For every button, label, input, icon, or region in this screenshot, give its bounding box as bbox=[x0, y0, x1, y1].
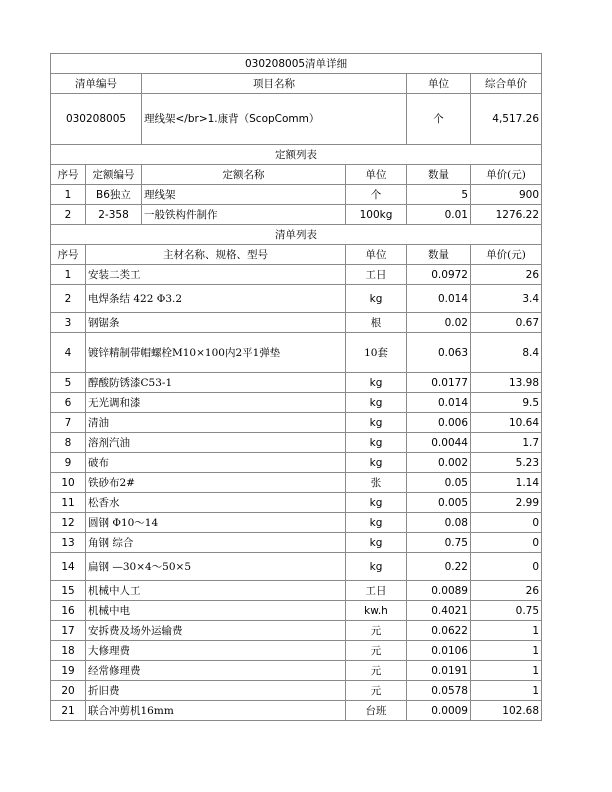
list-unit: 10套 bbox=[346, 333, 407, 373]
list-unit: 元 bbox=[346, 621, 407, 641]
list-row bbox=[51, 681, 542, 701]
list-qty: 0.05 bbox=[407, 473, 471, 493]
list-name: 折旧费 bbox=[86, 681, 346, 701]
list-no: 12 bbox=[51, 513, 86, 533]
list-name: 经常修理费 bbox=[86, 661, 346, 681]
list-qty: 0.08 bbox=[407, 513, 471, 533]
quota-name: 一般铁构件制作 bbox=[142, 205, 346, 225]
list-name: 电焊条结 422 Φ3.2 bbox=[86, 285, 346, 313]
list-price: 13.98 bbox=[471, 373, 542, 393]
list-qty: 0.0009 bbox=[407, 701, 471, 721]
quota-col-no: 序号 bbox=[51, 165, 86, 185]
list-unit: kg bbox=[346, 513, 407, 533]
list-name: 醇酸防锈漆C53-1 bbox=[86, 373, 346, 393]
quota-price: 1276.22 bbox=[471, 205, 542, 225]
quota-row bbox=[51, 205, 542, 225]
list-row bbox=[51, 265, 542, 285]
list-no: 6 bbox=[51, 393, 86, 413]
list-row bbox=[51, 701, 542, 721]
list-unit: kg bbox=[346, 373, 407, 393]
list-price: 3.4 bbox=[471, 285, 542, 313]
list-unit: kg bbox=[346, 433, 407, 453]
list-unit: 工日 bbox=[346, 581, 407, 601]
list-price: 1.14 bbox=[471, 473, 542, 493]
list-header-row bbox=[51, 245, 542, 265]
list-unit: kg bbox=[346, 553, 407, 581]
list-no: 4 bbox=[51, 333, 86, 373]
list-unit: 元 bbox=[346, 661, 407, 681]
list-col-no: 序号 bbox=[51, 245, 86, 265]
list-row bbox=[51, 581, 542, 601]
list-name: 溶剂汽油 bbox=[86, 433, 346, 453]
list-qty: 0.005 bbox=[407, 493, 471, 513]
list-name: 破布 bbox=[86, 453, 346, 473]
list-qty: 0.006 bbox=[407, 413, 471, 433]
list-no: 3 bbox=[51, 313, 86, 333]
quota-col-qty: 数量 bbox=[407, 165, 471, 185]
quota-code: 2-358 bbox=[86, 205, 142, 225]
list-name: 机械中电 bbox=[86, 601, 346, 621]
list-name: 角钢 综合 bbox=[86, 533, 346, 553]
list-no: 9 bbox=[51, 453, 86, 473]
quota-name: 理线架 bbox=[142, 185, 346, 205]
list-no: 14 bbox=[51, 553, 86, 581]
list-no: 2 bbox=[51, 285, 86, 313]
quota-price: 900 bbox=[471, 185, 542, 205]
list-name: 联合冲剪机16mm bbox=[86, 701, 346, 721]
list-row bbox=[51, 533, 542, 553]
list-name: 无光调和漆 bbox=[86, 393, 346, 413]
list-row bbox=[51, 433, 542, 453]
list-price: 0.67 bbox=[471, 313, 542, 333]
bill-price: 4,517.26 bbox=[471, 94, 542, 145]
list-no: 21 bbox=[51, 701, 86, 721]
bill-detail-table bbox=[50, 53, 542, 721]
list-qty: 0.0089 bbox=[407, 581, 471, 601]
list-price: 102.68 bbox=[471, 701, 542, 721]
list-no: 7 bbox=[51, 413, 86, 433]
list-price: 1 bbox=[471, 681, 542, 701]
list-qty: 0.75 bbox=[407, 533, 471, 553]
list-row bbox=[51, 373, 542, 393]
list-row bbox=[51, 313, 542, 333]
list-no: 5 bbox=[51, 373, 86, 393]
list-unit: kg bbox=[346, 453, 407, 473]
list-price: 8.4 bbox=[471, 333, 542, 373]
list-no: 19 bbox=[51, 661, 86, 681]
quota-no: 2 bbox=[51, 205, 86, 225]
list-no: 13 bbox=[51, 533, 86, 553]
list-row bbox=[51, 453, 542, 473]
list-no: 18 bbox=[51, 641, 86, 661]
list-col-price: 单价(元) bbox=[471, 245, 542, 265]
list-row bbox=[51, 621, 542, 641]
bill-code: 030208005 bbox=[51, 94, 142, 145]
list-price: 0 bbox=[471, 553, 542, 581]
list-qty: 0.0177 bbox=[407, 373, 471, 393]
quota-code: B6独立 bbox=[86, 185, 142, 205]
quota-no: 1 bbox=[51, 185, 86, 205]
header-unit-label: 单位 bbox=[407, 74, 471, 94]
list-price: 26 bbox=[471, 581, 542, 601]
list-name: 大修理费 bbox=[86, 641, 346, 661]
list-row bbox=[51, 601, 542, 621]
header-name-label: 项目名称 bbox=[142, 74, 407, 94]
list-price: 26 bbox=[471, 265, 542, 285]
list-name: 安装二类工 bbox=[86, 265, 346, 285]
list-qty: 0.02 bbox=[407, 313, 471, 333]
quota-unit: 100kg bbox=[346, 205, 407, 225]
list-row bbox=[51, 513, 542, 533]
list-name: 机械中人工 bbox=[86, 581, 346, 601]
list-qty: 0.0106 bbox=[407, 641, 471, 661]
list-unit: kg bbox=[346, 393, 407, 413]
list-unit: kg bbox=[346, 533, 407, 553]
list-qty: 0.0622 bbox=[407, 621, 471, 641]
list-no: 15 bbox=[51, 581, 86, 601]
quota-col-name: 定额名称 bbox=[142, 165, 346, 185]
list-price: 5.23 bbox=[471, 453, 542, 473]
list-no: 8 bbox=[51, 433, 86, 453]
list-col-name: 主材名称、规格、型号 bbox=[86, 245, 346, 265]
list-name: 铁砂布2# bbox=[86, 473, 346, 493]
list-unit: kw.h bbox=[346, 601, 407, 621]
quota-col-unit: 单位 bbox=[346, 165, 407, 185]
quota-row bbox=[51, 185, 542, 205]
list-row bbox=[51, 333, 542, 373]
list-qty: 0.0191 bbox=[407, 661, 471, 681]
list-price: 10.64 bbox=[471, 413, 542, 433]
list-row bbox=[51, 413, 542, 433]
list-name: 松香水 bbox=[86, 493, 346, 513]
list-unit: 张 bbox=[346, 473, 407, 493]
list-qty: 0.4021 bbox=[407, 601, 471, 621]
list-qty: 0.0044 bbox=[407, 433, 471, 453]
header-code-label: 清单编号 bbox=[51, 74, 142, 94]
list-qty: 0.22 bbox=[407, 553, 471, 581]
list-price: 0.75 bbox=[471, 601, 542, 621]
list-row bbox=[51, 641, 542, 661]
list-no: 17 bbox=[51, 621, 86, 641]
list-name: 清油 bbox=[86, 413, 346, 433]
header-price-label: 综合单价 bbox=[471, 74, 542, 94]
list-price: 9.5 bbox=[471, 393, 542, 413]
list-col-unit: 单位 bbox=[346, 245, 407, 265]
quota-col-price: 单价(元) bbox=[471, 165, 542, 185]
list-unit: 元 bbox=[346, 641, 407, 661]
list-no: 11 bbox=[51, 493, 86, 513]
quota-qty: 5 bbox=[407, 185, 471, 205]
quota-section-title: 定额列表 bbox=[51, 145, 542, 165]
list-price: 1 bbox=[471, 641, 542, 661]
list-name: 镀锌精制带帽螺栓M10×100内2平1弹垫 bbox=[86, 333, 346, 373]
list-row bbox=[51, 493, 542, 513]
list-no: 20 bbox=[51, 681, 86, 701]
list-unit: kg bbox=[346, 413, 407, 433]
list-name: 安拆费及场外运输费 bbox=[86, 621, 346, 641]
list-unit: 根 bbox=[346, 313, 407, 333]
list-no: 1 bbox=[51, 265, 86, 285]
list-qty: 0.063 bbox=[407, 333, 471, 373]
bill-unit: 个 bbox=[407, 94, 471, 145]
list-price: 0 bbox=[471, 513, 542, 533]
list-col-qty: 数量 bbox=[407, 245, 471, 265]
list-row bbox=[51, 393, 542, 413]
quota-header-row bbox=[51, 165, 542, 185]
bill-item-name: 理线架</br>1.康背（ScopComm） bbox=[142, 94, 407, 145]
list-unit: kg bbox=[346, 493, 407, 513]
list-unit: kg bbox=[346, 285, 407, 313]
list-row bbox=[51, 553, 542, 581]
quota-unit: 个 bbox=[346, 185, 407, 205]
list-no: 10 bbox=[51, 473, 86, 493]
list-qty: 0.0972 bbox=[407, 265, 471, 285]
list-row bbox=[51, 661, 542, 681]
table-title: 030208005清单详细 bbox=[51, 54, 542, 74]
list-row bbox=[51, 473, 542, 493]
list-qty: 0.014 bbox=[407, 393, 471, 413]
list-row bbox=[51, 285, 542, 313]
list-price: 1.7 bbox=[471, 433, 542, 453]
list-unit: 工日 bbox=[346, 265, 407, 285]
quota-qty: 0.01 bbox=[407, 205, 471, 225]
list-name: 钢锯条 bbox=[86, 313, 346, 333]
list-section-title: 清单列表 bbox=[51, 225, 542, 245]
list-unit: 台班 bbox=[346, 701, 407, 721]
list-unit: 元 bbox=[346, 681, 407, 701]
list-qty: 0.0578 bbox=[407, 681, 471, 701]
list-qty: 0.014 bbox=[407, 285, 471, 313]
list-name: 圆钢 Φ10～14 bbox=[86, 513, 346, 533]
list-price: 2.99 bbox=[471, 493, 542, 513]
list-no: 16 bbox=[51, 601, 86, 621]
list-price: 1 bbox=[471, 661, 542, 681]
quota-col-code: 定额编号 bbox=[86, 165, 142, 185]
list-qty: 0.002 bbox=[407, 453, 471, 473]
list-price: 0 bbox=[471, 533, 542, 553]
list-price: 1 bbox=[471, 621, 542, 641]
list-name: 扁钢 —30×4～50×5 bbox=[86, 553, 346, 581]
